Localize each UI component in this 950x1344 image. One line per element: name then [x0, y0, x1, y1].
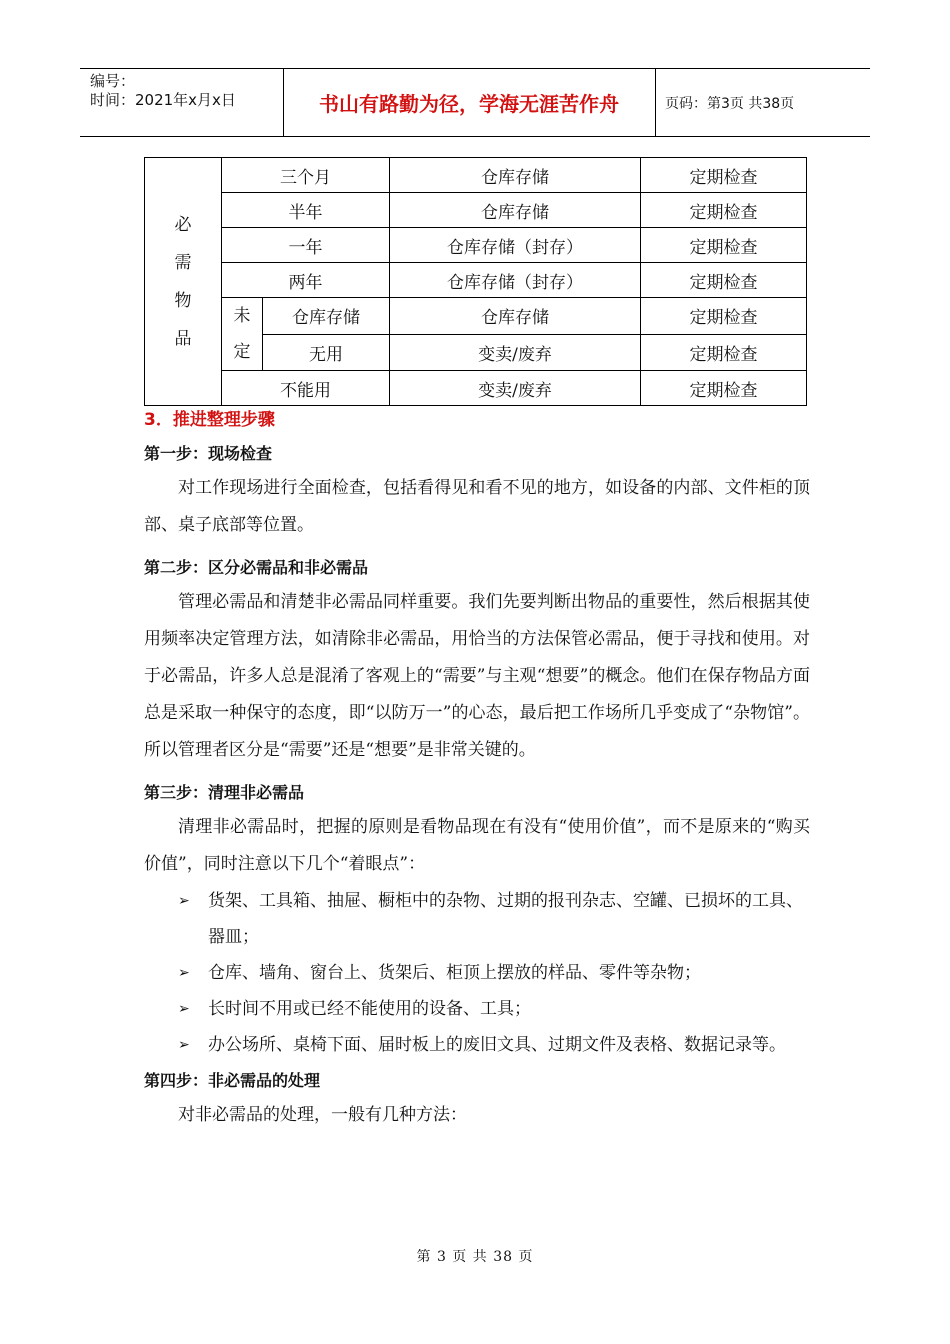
- table-row: [145, 371, 807, 406]
- period-cell: 两年: [222, 263, 390, 298]
- section-heading: 3．推进整理步骤: [144, 410, 275, 430]
- header-page-info: 页码：第3页 共38页: [665, 95, 795, 112]
- check-cell: 定期检查: [641, 228, 807, 263]
- check-cell: 定期检查: [641, 298, 807, 335]
- storage-cell: 变卖/废弃: [390, 334, 641, 371]
- list-item-text: 长时间不用或已经不能使用的设备、工具；: [208, 999, 531, 1019]
- group-label-necessary-items: [145, 158, 222, 406]
- list-item: [144, 1027, 810, 1063]
- period-cell: 仓库存储: [263, 298, 390, 335]
- check-cell: 定期检查: [641, 158, 807, 193]
- period-cell: 三个月: [222, 158, 390, 193]
- page-footer: 第 3 页 共 38 页: [416, 1249, 534, 1265]
- arrow-bullet-icon: ➢: [178, 893, 190, 909]
- step-paragraph: 对非必需品的处理，一般有几种方法：: [178, 1105, 467, 1125]
- sub-group-undetermined: [222, 298, 263, 371]
- focus-point-list: [144, 883, 810, 1063]
- step-heading: 第三步：清理非必需品: [144, 783, 305, 802]
- storage-cell: 仓库存储: [390, 298, 641, 335]
- table-row: [145, 263, 807, 298]
- group-label-char: 品: [174, 328, 192, 349]
- storage-cell: 仓库存储（封存）: [390, 228, 641, 263]
- header-motto: 书山有路勤为径，学海无涯苦作舟: [319, 92, 619, 116]
- group-label-char: 必: [174, 214, 192, 235]
- number-label: 编号：: [90, 72, 136, 90]
- step-paragraph: 清理非必需品时，把握的原则是看物品现在有没有“使用价值”，而不是原来的“购买价值”，同时注意以下几个“着眼点”：: [144, 817, 810, 874]
- list-item: [144, 991, 810, 1027]
- step-heading: 第二步：区分必需品和非必需品: [144, 558, 369, 577]
- period-cell: 无用: [263, 334, 390, 371]
- step-heading: 第四步：非必需品的处理: [144, 1071, 321, 1090]
- storage-cell: 变卖/废弃: [390, 371, 641, 406]
- list-item: [144, 955, 810, 991]
- sub-group-char: 定: [233, 342, 251, 362]
- arrow-bullet-icon: ➢: [178, 1037, 190, 1053]
- period-cell: 半年: [222, 193, 390, 228]
- date-label: 时间：2021年x月x日: [90, 91, 236, 109]
- arrow-bullet-icon: ➢: [178, 965, 190, 981]
- header-divider: [655, 69, 656, 136]
- document-body: [144, 406, 810, 1134]
- period-cell: 一年: [222, 228, 390, 263]
- list-item-text: 仓库、墙角、窗台上、货架后、柜顶上摆放的样品、零件等杂物；: [208, 963, 701, 983]
- header-meta: [90, 72, 236, 110]
- step-paragraph: 对工作现场进行全面检查，包括看得见和看不见的地方，如设备的内部、文件柜的顶部、桌子底部等位置。: [144, 478, 810, 535]
- group-label-char: 需: [174, 252, 192, 273]
- list-item-text: 办公场所、桌椅下面、届时板上的废旧文具、过期文件及表格、数据记录等。: [208, 1035, 786, 1055]
- period-cell: 不能用: [222, 371, 390, 406]
- arrow-bullet-icon: ➢: [178, 1001, 190, 1017]
- check-cell: 定期检查: [641, 193, 807, 228]
- list-item-text: 货架、工具箱、抽屉、橱柜中的杂物、过期的报刊杂志、空罐、已损坏的工具、器皿；: [208, 891, 803, 947]
- check-cell: 定期检查: [641, 371, 807, 406]
- check-cell: 定期检查: [641, 263, 807, 298]
- step-paragraph: 管理必需品和清楚非必需品同样重要。我们先要判断出物品的重要性，然后根据其使用频率决定管理方法，如清除非必需品，用恰当的方法保管必需品，便于寻找和使用。对于必需品，许多人总是混淆了客观上的“需要”与主观“想要”的概念。他们在保存物品方面总是采取一种保守的态度，即“以防万一”的心态，最后把工作场所几乎变成了“杂物馆”。所以管理者区分是“需要”还是“想要”是非常关键的。: [144, 592, 810, 760]
- check-cell: 定期检查: [641, 334, 807, 371]
- table-row: [145, 228, 807, 263]
- table-row: [145, 158, 807, 193]
- page-header: [80, 68, 870, 137]
- storage-table: [144, 157, 807, 406]
- group-label-char: 物: [174, 290, 192, 311]
- sub-group-char: 未: [233, 306, 251, 326]
- list-item: [144, 883, 810, 955]
- table-row: [145, 193, 807, 228]
- table-row: [145, 298, 807, 335]
- step-heading: 第一步：现场检查: [144, 444, 273, 463]
- storage-cell: 仓库存储: [390, 193, 641, 228]
- storage-cell: 仓库存储（封存）: [390, 263, 641, 298]
- storage-cell: 仓库存储: [390, 158, 641, 193]
